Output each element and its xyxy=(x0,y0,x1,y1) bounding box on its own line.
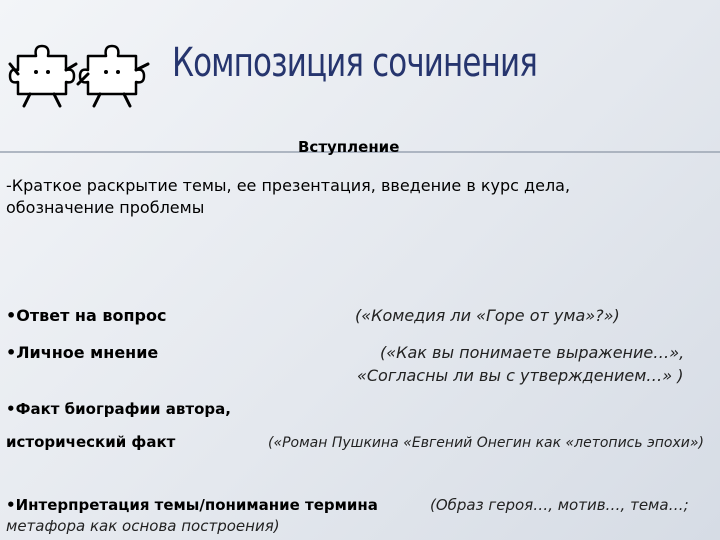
item-example: («Комедия ли «Горе от ума»?») xyxy=(355,306,620,325)
item-label: исторический факт xyxy=(6,433,176,451)
item-label: •Факт биографии автора, xyxy=(6,400,231,418)
item-example: «Согласны ли вы с утверждением…» ) xyxy=(357,366,684,385)
intro-text-line2: обозначение проблемы xyxy=(6,198,205,217)
slide-title: Композиция сочинения xyxy=(172,40,537,86)
intro-text-line1: -Краткое раскрытие темы, ее презентация, введение в курс дела, xyxy=(6,176,571,195)
item-example: («Роман Пушкина «Евгений Онегин как «летопись эпохи») xyxy=(268,435,704,451)
item-example: («Как вы понимаете выражение…», xyxy=(380,343,685,362)
section-heading: Вступление xyxy=(298,138,400,156)
item-example: (Образ героя…, мотив…, тема…; xyxy=(430,496,689,514)
puzzle-people-icon xyxy=(8,38,158,108)
item-label: •Личное мнение xyxy=(6,343,159,362)
item-label: •Интерпретация темы/понимание термина xyxy=(6,496,378,514)
item-label: •Ответ на вопрос xyxy=(6,306,167,325)
item-example: метафора как основа построения) xyxy=(6,517,280,535)
